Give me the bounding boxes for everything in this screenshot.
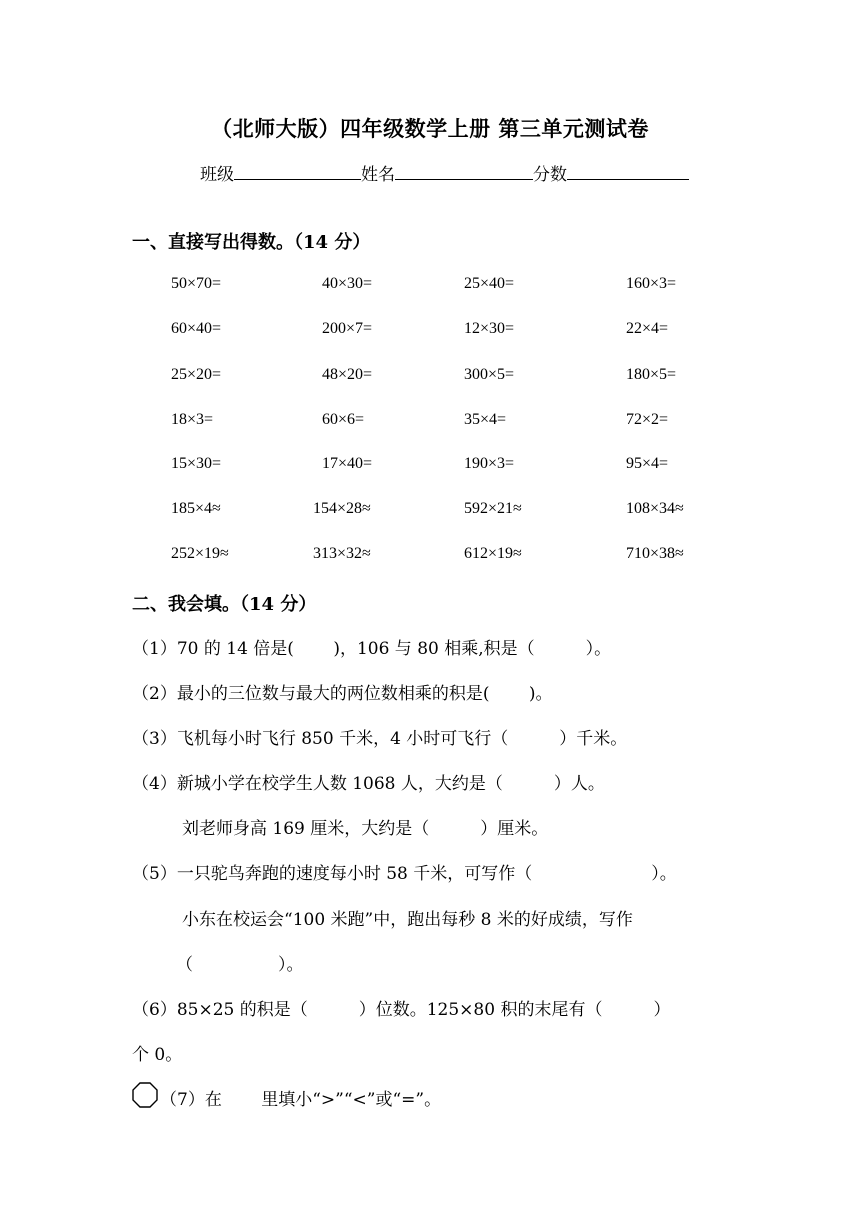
octagon-icon — [132, 1082, 158, 1108]
calc-item: 60×6= — [322, 411, 365, 428]
calc-item: 252×19≈ — [171, 545, 229, 562]
score-blank — [567, 161, 689, 180]
section1-heading: 一、直接写出得数。（14 分） — [132, 232, 371, 253]
calc-item: 154×28≈ — [313, 500, 371, 517]
question-6-part2: 个 0。 — [132, 1045, 183, 1065]
class-blank — [234, 161, 361, 180]
calc-item: 60×40= — [171, 320, 222, 337]
question-5-blank: （ ）。 — [176, 955, 304, 975]
name-blank — [395, 161, 533, 180]
question-2: （2）最小的三位数与最大的两位数相乘的积是( )。 — [132, 684, 553, 704]
question-6: （6）85×25 的积是（ ）位数。125×80 积的末尾有（ ） — [132, 1000, 671, 1020]
calc-item: 22×4= — [626, 320, 669, 337]
score-label: 分数 — [533, 165, 567, 185]
calc-item: 180×5= — [626, 366, 677, 383]
calc-item: 72×2= — [626, 411, 669, 428]
class-label: 班级 — [200, 165, 234, 185]
calc-item: 592×21≈ — [464, 500, 522, 517]
calc-item: 160×3= — [626, 275, 677, 292]
page-title: （北师大版）四年级数学上册 第三单元测试卷 — [211, 116, 649, 141]
name-label: 姓名 — [361, 165, 395, 185]
question-4: （4）新城小学在校学生人数 1068 人，大约是（ ）人。 — [132, 774, 605, 794]
calc-item: 12×30= — [464, 320, 515, 337]
calc-item: 40×30= — [322, 275, 373, 292]
calc-item: 15×30= — [171, 455, 222, 472]
question-5-part2: 小东在校运会“100 米跑”中，跑出每秒 8 米的好成绩，写作 — [182, 910, 633, 930]
calc-item: 50×70= — [171, 275, 222, 292]
question-1: （1）70 的 14 倍是( )，106 与 80 相乘,积是（ ）。 — [132, 639, 612, 659]
calc-item: 300×5= — [464, 366, 515, 383]
calc-item: 313×32≈ — [313, 545, 371, 562]
calc-item: 108×34≈ — [626, 500, 684, 517]
section2-heading: 二、我会填。（14 分） — [132, 594, 317, 615]
calc-item: 200×7= — [322, 320, 373, 337]
question-5: （5）一只驼鸟奔跑的速度每小时 58 千米，可写作（ ）。 — [132, 864, 677, 884]
calc-item: 35×4= — [464, 411, 507, 428]
calc-item: 17×40= — [322, 455, 373, 472]
question-4-part2: 刘老师身高 169 厘米，大约是（ ）厘米。 — [182, 819, 549, 839]
calc-item: 710×38≈ — [626, 545, 684, 562]
question-7: （7）在 里填小“>”“<”或“=”。 — [160, 1090, 442, 1110]
calc-item: 18×3= — [171, 411, 214, 428]
calc-item: 25×40= — [464, 275, 515, 292]
calc-item: 612×19≈ — [464, 545, 522, 562]
calc-item: 25×20= — [171, 366, 222, 383]
student-info — [200, 160, 689, 185]
calc-item: 185×4≈ — [171, 500, 221, 517]
calc-item: 48×20= — [322, 366, 373, 383]
calc-item: 190×3= — [464, 455, 515, 472]
calc-item: 95×4= — [626, 455, 669, 472]
question-3: （3）飞机每小时飞行 850 千米，4 小时可飞行（ ）千米。 — [132, 729, 628, 749]
